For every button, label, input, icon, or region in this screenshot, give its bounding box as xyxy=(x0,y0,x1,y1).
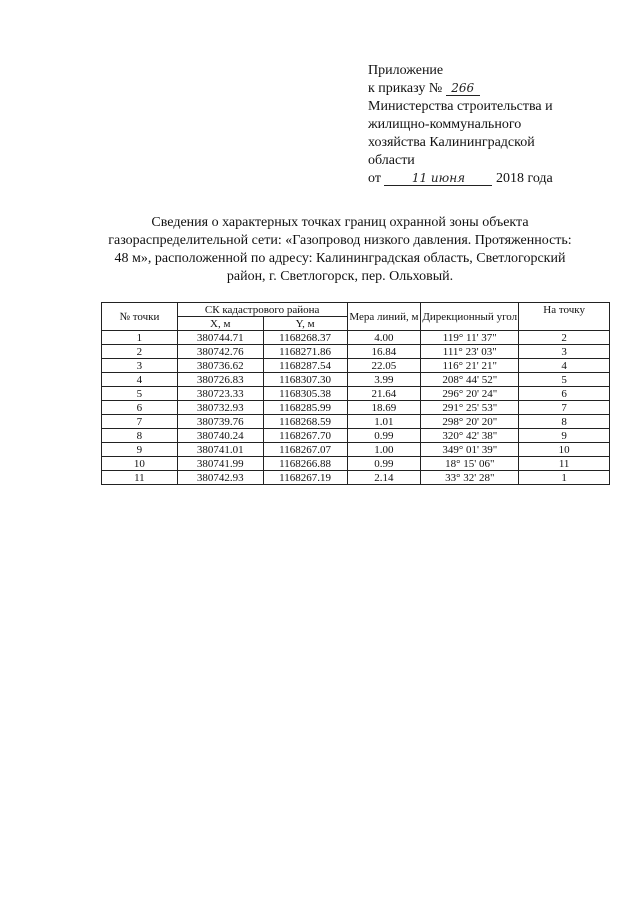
table-row xyxy=(102,345,610,359)
table-row xyxy=(102,387,610,401)
line-measure-cell: 2.14 xyxy=(347,471,421,485)
table-body xyxy=(102,331,610,485)
boundary-points-table xyxy=(101,302,610,485)
order-number-field xyxy=(446,82,480,96)
heading-line-3: 48 м», расположенной по адресу: Калининградская область, Светлогорский xyxy=(114,251,566,266)
line-measure-cell: 3.99 xyxy=(347,373,421,387)
point-number-cell: 4 xyxy=(102,373,178,387)
direction-angle-cell: 320° 42' 38" xyxy=(421,429,519,443)
table-row xyxy=(102,443,610,457)
x-coordinate-cell: 380740.24 xyxy=(177,429,263,443)
appendix-title: Приложение xyxy=(368,63,444,78)
direction-angle-cell: 18° 15' 06" xyxy=(421,457,519,471)
y-coordinate-cell: 1168267.19 xyxy=(263,471,347,485)
x-coordinate-cell: 380742.93 xyxy=(177,471,263,485)
direction-angle-cell: 116° 21' 21" xyxy=(421,359,519,373)
ministry-line-3: хозяйства Калининградской xyxy=(368,135,535,150)
to-point-cell: 10 xyxy=(519,443,610,457)
x-coordinate-cell: 380741.01 xyxy=(177,443,263,457)
to-point-cell: 2 xyxy=(519,331,610,345)
point-number-cell: 7 xyxy=(102,415,178,429)
y-coordinate-cell: 1168285.99 xyxy=(263,401,347,415)
y-coordinate-cell: 1168271.86 xyxy=(263,345,347,359)
table-row xyxy=(102,471,610,485)
line-measure-cell: 1.01 xyxy=(347,415,421,429)
direction-angle-cell: 349° 01' 39" xyxy=(421,443,519,457)
point-number-cell: 8 xyxy=(102,429,178,443)
line-measure-cell: 4.00 xyxy=(347,331,421,345)
table-row xyxy=(102,415,610,429)
line-measure-cell: 1.00 xyxy=(347,443,421,457)
direction-angle-cell: 291° 25' 53" xyxy=(421,401,519,415)
direction-angle-cell: 111° 23' 03" xyxy=(421,345,519,359)
appendix-block xyxy=(368,62,608,188)
line-measure-cell: 21.64 xyxy=(347,387,421,401)
point-number-cell: 11 xyxy=(102,471,178,485)
to-point-cell: 5 xyxy=(519,373,610,387)
direction-angle-cell: 119° 11' 37" xyxy=(421,331,519,345)
ministry-line-2: жилищно-коммунального xyxy=(368,117,522,132)
date-handwritten: 11 июня xyxy=(411,171,466,185)
direction-angle-cell: 296° 20' 24" xyxy=(421,387,519,401)
y-coordinate-cell: 1168268.37 xyxy=(263,331,347,345)
order-number: 266 xyxy=(451,81,475,95)
line-measure-cell: 0.99 xyxy=(347,429,421,443)
date-suffix: 2018 года xyxy=(495,171,553,186)
date-field xyxy=(384,172,492,186)
to-point-cell: 4 xyxy=(519,359,610,373)
to-point-cell: 9 xyxy=(519,429,610,443)
header-x: X, м xyxy=(177,317,263,331)
to-point-cell: 6 xyxy=(519,387,610,401)
order-line xyxy=(368,80,608,98)
table-row xyxy=(102,373,610,387)
header-ck: СК кадастрового района xyxy=(177,303,347,317)
table-row xyxy=(102,457,610,471)
header-measure: Мера линий, м xyxy=(347,303,421,331)
line-measure-cell: 18.69 xyxy=(347,401,421,415)
table-row xyxy=(102,359,610,373)
x-coordinate-cell: 380739.76 xyxy=(177,415,263,429)
to-point-cell: 1 xyxy=(519,471,610,485)
point-number-cell: 10 xyxy=(102,457,178,471)
point-number-cell: 6 xyxy=(102,401,178,415)
header-direction: Дирекционный угол xyxy=(421,303,519,331)
point-number-cell: 1 xyxy=(102,331,178,345)
heading-line-2: газораспределительной сети: «Газопровод низкого давления. Протяженность: xyxy=(108,233,572,248)
x-coordinate-cell: 380736.62 xyxy=(177,359,263,373)
date-prefix: от xyxy=(368,171,381,186)
direction-angle-cell: 33° 32' 28" xyxy=(421,471,519,485)
ministry-line-1: Министерства строительства и xyxy=(368,99,553,114)
y-coordinate-cell: 1168307.30 xyxy=(263,373,347,387)
point-number-cell: 5 xyxy=(102,387,178,401)
y-coordinate-cell: 1168266.88 xyxy=(263,457,347,471)
order-prefix: к приказу № xyxy=(368,81,443,96)
to-point-cell: 7 xyxy=(519,401,610,415)
y-coordinate-cell: 1168287.54 xyxy=(263,359,347,373)
point-number-cell: 9 xyxy=(102,443,178,457)
x-coordinate-cell: 380726.83 xyxy=(177,373,263,387)
ministry-line-4: области xyxy=(368,153,415,168)
point-number-cell: 3 xyxy=(102,359,178,373)
point-number-cell: 2 xyxy=(102,345,178,359)
x-coordinate-cell: 380732.93 xyxy=(177,401,263,415)
line-measure-cell: 0.99 xyxy=(347,457,421,471)
header-to-point: На точку xyxy=(519,303,610,331)
header-point-number: № точки xyxy=(102,303,178,331)
table-row xyxy=(102,401,610,415)
direction-angle-cell: 298° 20' 20" xyxy=(421,415,519,429)
date-line xyxy=(368,170,608,188)
line-measure-cell: 16.84 xyxy=(347,345,421,359)
y-coordinate-cell: 1168268.59 xyxy=(263,415,347,429)
x-coordinate-cell: 380742.76 xyxy=(177,345,263,359)
x-coordinate-cell: 380741.99 xyxy=(177,457,263,471)
heading-line-1: Сведения о характерных точках границ охранной зоны объекта xyxy=(151,215,529,230)
table-row xyxy=(102,429,610,443)
y-coordinate-cell: 1168305.38 xyxy=(263,387,347,401)
to-point-cell: 8 xyxy=(519,415,610,429)
to-point-cell: 3 xyxy=(519,345,610,359)
x-coordinate-cell: 380723.33 xyxy=(177,387,263,401)
line-measure-cell: 22.05 xyxy=(347,359,421,373)
header-y: Y, м xyxy=(263,317,347,331)
table-row xyxy=(102,331,610,345)
direction-angle-cell: 208° 44' 52" xyxy=(421,373,519,387)
to-point-cell: 11 xyxy=(519,457,610,471)
document-heading xyxy=(80,214,600,286)
x-coordinate-cell: 380744.71 xyxy=(177,331,263,345)
y-coordinate-cell: 1168267.70 xyxy=(263,429,347,443)
heading-line-4: район, г. Светлогорск, пер. Ольховый. xyxy=(226,269,454,284)
y-coordinate-cell: 1168267.07 xyxy=(263,443,347,457)
